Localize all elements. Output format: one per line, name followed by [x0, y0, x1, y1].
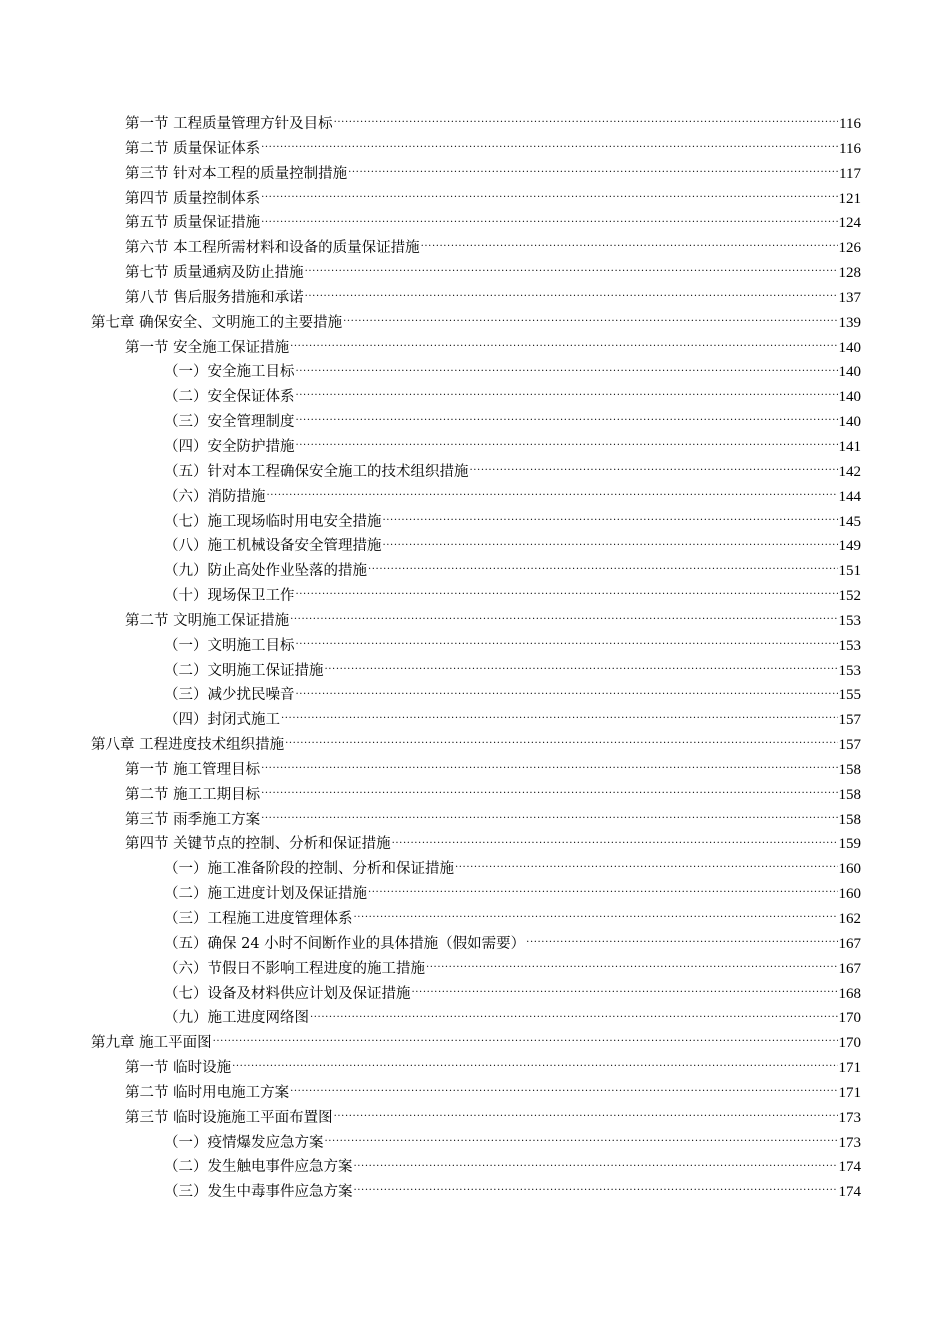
toc-entry-page-number: 137 [838, 289, 861, 306]
toc-dot-leader [261, 189, 837, 203]
toc-entry-page-number: 170 [838, 1010, 861, 1027]
toc-dot-leader [285, 735, 837, 749]
toc-entry[interactable] [164, 1155, 861, 1180]
toc-entry-page-number: 142 [838, 463, 861, 480]
toc-entry-title: （三）安全管理制度 [164, 414, 295, 431]
toc-entry[interactable] [164, 634, 861, 659]
toc-entry-title: 第八章 工程进度技术组织措施 [91, 737, 285, 754]
toc-entry-title: （四）封闭式施工 [164, 712, 280, 729]
toc-dot-leader [261, 760, 837, 774]
toc-entry[interactable] [164, 460, 861, 485]
toc-entry-title: （三）减少扰民噪音 [164, 687, 295, 704]
toc-dot-leader [334, 1108, 838, 1122]
toc-entry-page-number: 162 [838, 911, 861, 927]
toc-dot-leader [392, 834, 838, 848]
toc-dot-leader [383, 512, 838, 526]
toc-dot-leader [343, 313, 837, 327]
toc-entry-page-number: 140 [838, 364, 861, 381]
toc-entry[interactable] [164, 385, 861, 410]
toc-entry[interactable] [164, 882, 861, 907]
toc-entry-page-number: 153 [838, 662, 861, 679]
toc-entry[interactable] [164, 907, 861, 932]
toc-dot-leader [213, 1033, 838, 1047]
toc-entry[interactable] [164, 584, 861, 609]
toc-dot-leader [261, 785, 837, 799]
toc-entry-page-number: 173 [838, 1109, 861, 1126]
toc-entry-title: 第三节 临时设施施工平面布置图 [125, 1109, 333, 1126]
toc-entry[interactable] [164, 435, 861, 460]
toc-dot-leader [421, 238, 838, 252]
toc-entry[interactable] [164, 683, 861, 708]
toc-entry[interactable] [164, 957, 861, 982]
toc-dot-leader [325, 661, 838, 675]
toc-entry[interactable] [125, 783, 861, 808]
toc-entry-title: （七）设备及材料供应计划及保证措施 [164, 985, 411, 1002]
toc-entry[interactable] [125, 336, 861, 361]
toc-entry-page-number: 160 [838, 861, 861, 878]
toc-entry-title: 第四节 关键节点的控制、分析和保证措施 [125, 836, 391, 853]
toc-dot-leader [368, 561, 838, 575]
toc-entry-title: （二）安全保证体系 [164, 389, 295, 406]
toc-entry-page-number: 140 [838, 414, 861, 431]
toc-dot-leader [348, 164, 838, 178]
toc-entry-title: （九）防止高处作业坠落的措施 [164, 563, 367, 580]
toc-entry-page-number: 152 [838, 588, 861, 605]
toc-entry[interactable] [164, 360, 861, 385]
toc-entry-page-number: 173 [838, 1134, 861, 1151]
toc-entry[interactable] [164, 982, 861, 1007]
toc-dot-leader [412, 984, 838, 998]
toc-dot-leader [334, 114, 838, 128]
toc-entry[interactable] [125, 187, 861, 212]
toc-entry-title: 第七章 确保安全、文明施工的主要措施 [91, 314, 343, 331]
toc-entry[interactable] [164, 410, 861, 435]
toc-entry-page-number: 153 [838, 637, 861, 654]
toc-entry-page-number: 155 [838, 687, 861, 704]
toc-entry-page-number: 141 [838, 438, 861, 455]
toc-entry-page-number: 167 [838, 935, 861, 952]
table-of-contents [0, 112, 950, 1205]
toc-entry-page-number: 168 [838, 985, 861, 1002]
toc-entry-page-number: 151 [838, 563, 861, 580]
toc-entry-page-number: 158 [838, 761, 861, 778]
toc-entry-page-number: 139 [838, 314, 861, 331]
toc-entry[interactable] [164, 659, 861, 684]
toc-entry-title: 第一节 施工管理目标 [125, 761, 261, 778]
toc-dot-leader [325, 1133, 838, 1147]
toc-entry-title: 第一节 临时设施 [125, 1060, 232, 1077]
toc-dot-leader [290, 338, 837, 352]
toc-entry-page-number: 157 [838, 737, 861, 754]
toc-dot-leader [296, 586, 838, 600]
toc-entry-title: （七）施工现场临时用电安全措施 [164, 513, 382, 530]
toc-entry-page-number: 167 [838, 960, 861, 977]
toc-entry-title: （三）工程施工进度管理体系 [164, 911, 353, 927]
toc-entry[interactable] [164, 1180, 861, 1205]
toc-entry-title: 第二节 文明施工保证措施 [125, 612, 290, 629]
toc-entry-title: 第六节 本工程所需材料和设备的质量保证措施 [125, 240, 420, 257]
toc-entry-page-number: 117 [839, 165, 861, 182]
toc-entry[interactable] [125, 1056, 861, 1081]
toc-dot-leader [261, 810, 837, 824]
toc-dot-leader [526, 934, 837, 948]
toc-entry-title: （二）施工进度计划及保证措施 [164, 886, 367, 903]
toc-entry-title: （八）施工机械设备安全管理措施 [164, 538, 382, 555]
toc-entry[interactable] [125, 211, 861, 236]
toc-entry-page-number: 124 [838, 215, 861, 232]
toc-entry-page-number: 170 [838, 1035, 861, 1052]
toc-dot-leader [296, 636, 838, 650]
toc-dot-leader [267, 487, 838, 501]
toc-dot-leader [368, 884, 838, 898]
toc-dot-leader [296, 387, 838, 401]
toc-entry[interactable] [125, 137, 861, 162]
toc-dot-leader [310, 1008, 838, 1022]
toc-entry-title: 第九章 施工平面图 [91, 1035, 212, 1052]
toc-entry-title: 第二节 临时用电施工方案 [125, 1084, 290, 1101]
toc-entry-page-number: 160 [838, 886, 861, 903]
toc-entry[interactable] [125, 112, 861, 137]
toc-entry[interactable] [164, 1006, 861, 1031]
toc-entry-page-number: 126 [838, 240, 861, 257]
toc-entry-page-number: 153 [838, 612, 861, 629]
toc-entry-page-number: 121 [838, 190, 861, 207]
toc-entry-title: （一）安全施工目标 [164, 364, 295, 381]
toc-dot-leader [281, 710, 838, 724]
toc-entry[interactable] [125, 1081, 861, 1106]
toc-dot-leader [305, 288, 838, 302]
toc-dot-leader [426, 959, 838, 973]
toc-entry-title: （一）施工准备阶段的控制、分析和保证措施 [164, 861, 454, 878]
toc-entry-title: （四）安全防护措施 [164, 438, 295, 455]
toc-entry[interactable] [125, 808, 861, 833]
toc-entry-title: 第八节 售后服务措施和承诺 [125, 289, 304, 306]
toc-entry-page-number: 157 [838, 712, 861, 729]
toc-entry-page-number: 174 [838, 1159, 861, 1176]
toc-dot-leader [290, 611, 837, 625]
toc-entry-title: （二）文明施工保证措施 [164, 662, 324, 679]
toc-entry[interactable] [164, 708, 861, 733]
toc-entry-page-number: 140 [838, 339, 861, 356]
toc-entry-title: 第二节 施工工期目标 [125, 786, 261, 803]
toc-entry-title: （六）消防措施 [164, 488, 266, 505]
toc-entry[interactable] [125, 832, 861, 857]
toc-entry-title: 第一节 安全施工保证措施 [125, 339, 290, 356]
toc-entry-title: （十）现场保卫工作 [164, 588, 295, 605]
toc-entry-page-number: 145 [838, 513, 861, 530]
toc-entry-page-number: 171 [838, 1084, 861, 1101]
toc-entry-title: 第七节 质量通病及防止措施 [125, 265, 304, 282]
toc-dot-leader [296, 362, 838, 376]
toc-entry[interactable] [164, 510, 861, 535]
toc-entry[interactable] [125, 261, 861, 286]
toc-dot-leader [383, 536, 838, 550]
toc-dot-leader [296, 412, 838, 426]
toc-entry[interactable] [164, 485, 861, 510]
toc-entry[interactable] [125, 162, 861, 187]
toc-entry[interactable] [164, 857, 861, 882]
toc-entry-title: （三）发生中毒事件应急方案 [164, 1184, 353, 1201]
toc-dot-leader [290, 1083, 837, 1097]
toc-entry-page-number: 171 [838, 1060, 861, 1077]
toc-entry[interactable] [91, 1031, 861, 1056]
toc-dot-leader [455, 859, 838, 873]
toc-entry-page-number: 116 [839, 116, 861, 132]
toc-entry-page-number: 174 [838, 1184, 861, 1201]
toc-entry-title: 第三节 针对本工程的质量控制措施 [125, 165, 348, 182]
toc-entry-title: 第一节 工程质量管理方针及目标 [125, 116, 333, 132]
toc-entry-page-number: 144 [838, 488, 861, 505]
toc-entry[interactable] [164, 932, 861, 957]
toc-dot-leader [354, 909, 838, 923]
toc-entry[interactable] [91, 733, 861, 758]
toc-dot-leader [261, 139, 838, 153]
toc-dot-leader [232, 1058, 837, 1072]
toc-dot-leader [354, 1157, 838, 1171]
toc-entry[interactable] [125, 1106, 861, 1131]
toc-entry-page-number: 140 [838, 389, 861, 406]
toc-entry-title: （六）节假日不影响工程进度的施工措施 [164, 960, 425, 977]
toc-dot-leader [261, 213, 837, 227]
toc-dot-leader [354, 1182, 838, 1196]
toc-entry-title: 第四节 质量控制体系 [125, 190, 261, 207]
toc-entry[interactable] [164, 534, 861, 559]
toc-dot-leader [296, 685, 838, 699]
toc-entry[interactable] [164, 559, 861, 584]
toc-entry-page-number: 128 [838, 265, 861, 282]
toc-entry[interactable] [91, 311, 861, 336]
toc-entry[interactable] [125, 286, 861, 311]
toc-entry-title: 第五节 质量保证措施 [125, 215, 261, 232]
toc-entry-page-number: 158 [838, 786, 861, 803]
toc-entry[interactable] [125, 236, 861, 261]
toc-entry-title: （二）发生触电事件应急方案 [164, 1159, 353, 1176]
toc-entry-title: 第二节 质量保证体系 [125, 140, 261, 157]
toc-entry-title: （一）疫情爆发应急方案 [164, 1134, 324, 1151]
toc-entry[interactable] [125, 758, 861, 783]
toc-entry-page-number: 149 [838, 538, 861, 555]
toc-entry-page-number: 116 [839, 140, 861, 157]
toc-dot-leader [296, 437, 838, 451]
toc-entry-title: （五）针对本工程确保安全施工的技术组织措施 [164, 463, 469, 480]
toc-entry-title: （一）文明施工目标 [164, 637, 295, 654]
toc-entry-title: 第三节 雨季施工方案 [125, 811, 261, 828]
toc-entry-page-number: 158 [838, 811, 861, 828]
toc-entry[interactable] [125, 609, 861, 634]
toc-dot-leader [305, 263, 838, 277]
toc-entry[interactable] [164, 1131, 861, 1156]
toc-dot-leader [470, 462, 838, 476]
toc-entry-page-number: 159 [838, 836, 861, 853]
toc-entry-title: （五）确保 24 小时不间断作业的具体措施（假如需要） [164, 935, 526, 952]
toc-entry-title: （九）施工进度网络图 [164, 1010, 309, 1027]
